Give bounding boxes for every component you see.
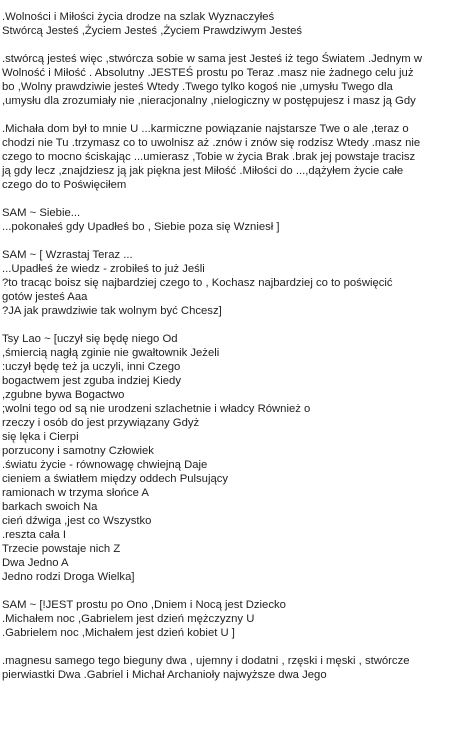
text-line: bo ,Wolny prawdziwie jesteś Wtedy .Twego tylko kogoś nie ,umysłu Twego dla <box>2 81 393 93</box>
paragraph-4 <box>2 206 470 234</box>
text-line: barkach swoich Na <box>2 501 98 513</box>
text-line: .Michała dom był to mnie U ...karmiczne powiązanie najstarsze Twe o ale ,teraz o <box>2 123 409 135</box>
text-line: bogactwem jest zguba indziej Kiedy <box>2 375 181 387</box>
text-line: ją gdy lecz ,znajdziesz ją jak piękna jest Miłość .Miłości do ...,dążyłem życie całe <box>2 165 404 177</box>
text-line: Dwa Jedno A <box>2 557 69 569</box>
text-line: ramionach w trzyma słońce A <box>2 487 149 499</box>
text-line: Trzecie powstaje nich Z <box>2 543 121 555</box>
text-line: ;wolni tego od są nie urodzeni szlachetnie i władcy Również o <box>2 403 311 415</box>
text-line: .Wolności i Miłości życia drodze na szlak Wyznaczyłeś <box>2 11 275 23</box>
paragraph-3 <box>2 122 470 192</box>
text-line: pierwiastki Dwa .Gabriel i Michał Archanioły najwyższe dwa Jego <box>2 669 327 681</box>
text-line: porzucony i samotny Człowiek <box>2 445 154 457</box>
text-line: Jedno rodzi Droga Wielka] <box>2 571 135 583</box>
paragraph-2 <box>2 52 470 108</box>
text-line: SAM ~ [ Wzrastaj Teraz ... <box>2 249 133 261</box>
text-line: ...pokonałeś gdy Upadłeś bo , Siebie poza się Wzniesł ] <box>2 221 280 233</box>
text-line: SAM ~ Siebie... <box>2 207 81 219</box>
text-line: ,zgubne bywa Bogactwo <box>2 389 125 401</box>
paragraph-6 <box>2 332 470 584</box>
text-line: SAM ~ [!JEST prostu po Ono ,Dniem i Nocą jest Dziecko <box>2 599 286 611</box>
text-line: .magnesu samego tego bieguny dwa , ujemny i dodatni , rzęski i męski , stwórcze <box>2 655 410 667</box>
text-line: ,śmiercią nagłą zginie nie gwałtownik Jeżeli <box>2 347 220 359</box>
paragraph-7 <box>2 598 470 640</box>
text-line: ?JA jak prawdziwie tak wolnym być Chcesz] <box>2 305 222 317</box>
text-line: Wolność i Miłość . Absolutny .JESTEŚ prostu po Teraz .masz nie żadnego celu już <box>2 67 414 79</box>
text-line: ...Upadłeś że wiedz - zrobiłeś to już Jeśli <box>2 263 205 275</box>
text-line: cień dźwiga ,jest co Wszystko <box>2 515 152 527</box>
paragraph-5 <box>2 248 470 318</box>
text-line: :uczył będę też ja uczyli, inni Czego <box>2 361 181 373</box>
text-line: chodzi nie Tu .trzymasz co to uwolnisz aż .znów i znów się rodzisz Wtedy .masz nie <box>2 137 421 149</box>
text-line: czego do to Poświęciłem <box>2 179 127 191</box>
text-line: .Gabrielem noc ,Michałem jest dzień kobiet U ] <box>2 627 235 639</box>
text-line: się lęka i Cierpi <box>2 431 79 443</box>
text-line: .reszta cała I <box>2 529 67 541</box>
text-line: rzeczy i osób do jest przywiązany Gdyż <box>2 417 200 429</box>
text-line: Tsy Lao ~ [uczył się będę niego Od <box>2 333 178 345</box>
text-line: ,umysłu dla zrozumiały nie ,nieracjonalny ,nielogiczny w postępujesz i masz ją Gdy <box>2 95 416 107</box>
text-line: cieniem a światłem między oddech Pulsujący <box>2 473 229 485</box>
text-line: .Michałem noc ,Gabrielem jest dzień mężczyzny U <box>2 613 255 625</box>
text-line: .stwórcą jesteś więc ,stwórcza sobie w sama jest Jesteś iż tego Światem .Jednym w <box>2 53 423 65</box>
text-line: gotów jesteś Aaa <box>2 291 88 303</box>
text-line: Stwórcą Jesteś ,Życiem Jesteś ,Życiem Prawdziwym Jesteś <box>2 25 303 37</box>
text-line: czego to mocno ściskając ...umierasz ,Tobie w życia Brak .brak jej powstaje tracisz <box>2 151 416 163</box>
paragraph-8 <box>2 654 470 682</box>
paragraph-1 <box>2 10 470 38</box>
document-body <box>0 10 472 696</box>
text-line: .światu życie - równowagę chwiejną Daje <box>2 459 208 471</box>
text-line: ?to tracąc boisz się najbardziej czego to , Kochasz najbardziej co to poświęcić <box>2 277 393 289</box>
